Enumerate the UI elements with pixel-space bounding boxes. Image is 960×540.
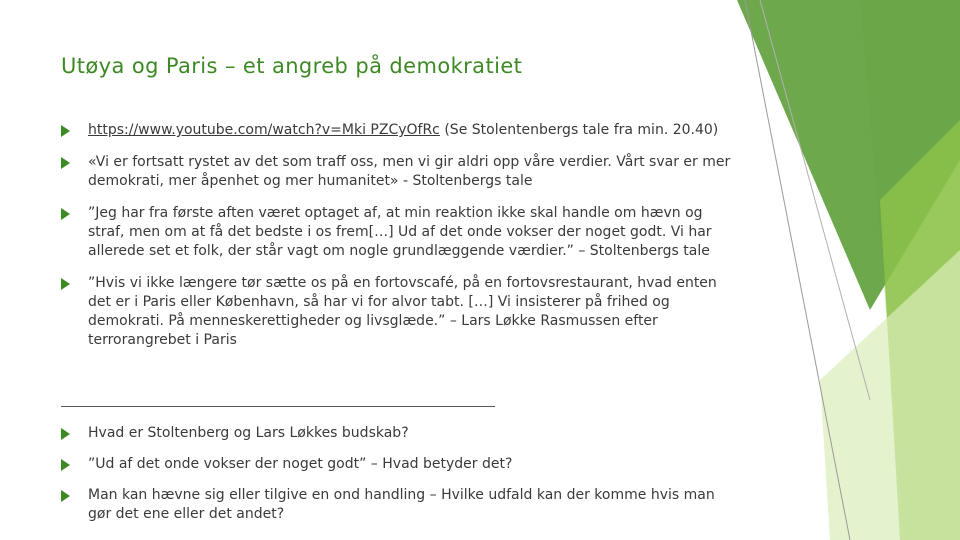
youtube-link[interactable]: https://www.youtube.com/watch?v=Mki PZCyOfRc <box>88 122 440 138</box>
bullet-arrow-icon <box>61 208 70 220</box>
bullet-arrow-icon <box>61 459 70 471</box>
bullet-list <box>61 121 741 350</box>
bullet-text: ”Jeg har fra første aften været optaget af, at min reaktion ikke skal handle om hævn og straf, men om at få det bedste i os frem[…] Ud af det onde vokser der noget godt. Vi har allerede set et folk, der står vagt om nogle grundlæggende værdier.” – Stoltenbergs tale <box>88 205 712 259</box>
question-text: Man kan hævne sig eller tilgive en ond handling – Hvilke udfald kan der komme hvis man gør det ene eller det andet? <box>88 487 715 522</box>
bullet-item <box>61 204 741 261</box>
bullet-arrow-icon <box>61 490 70 502</box>
bullet-item <box>61 153 741 191</box>
question-text: ”Ud af det onde vokser der noget godt” – Hvad betyder det? <box>88 456 513 472</box>
divider-line <box>61 406 495 407</box>
bullet-text: (Se Stolentenbergs tale fra min. 20.40) <box>439 122 719 138</box>
bullet-text: ”Hvis vi ikke længere tør sætte os på en fortovscafé, på en fortovsrestaurant, hvad enten det er i Paris eller København, så har vi for alvor tabt. […] Vi insisterer på frihed og demokrati. På menneskerettigheder og livsglæde.” – Lars Løkke Rasmussen efter terrorangrebet i Paris <box>88 275 717 348</box>
question-text: Hvad er Stoltenberg og Lars Løkkes budskab? <box>88 425 409 441</box>
question-item <box>61 424 741 443</box>
question-list <box>61 424 741 536</box>
bullet-arrow-icon <box>61 278 70 290</box>
bullet-arrow-icon <box>61 157 70 169</box>
slide-title: Utøya og Paris – et angreb på demokratiet <box>61 54 523 78</box>
question-item <box>61 455 741 474</box>
bullet-text: «Vi er fortsatt rystet av det som traff oss, men vi gir aldri opp våre verdier. Vårt svar er mer demokrati, mer åpenhet og mer humanitet» - Stoltenbergs tale <box>88 154 731 189</box>
bullet-arrow-icon <box>61 428 70 440</box>
bullet-item <box>61 121 741 140</box>
bullet-arrow-icon <box>61 125 70 137</box>
question-item <box>61 486 741 524</box>
bullet-item <box>61 274 741 350</box>
